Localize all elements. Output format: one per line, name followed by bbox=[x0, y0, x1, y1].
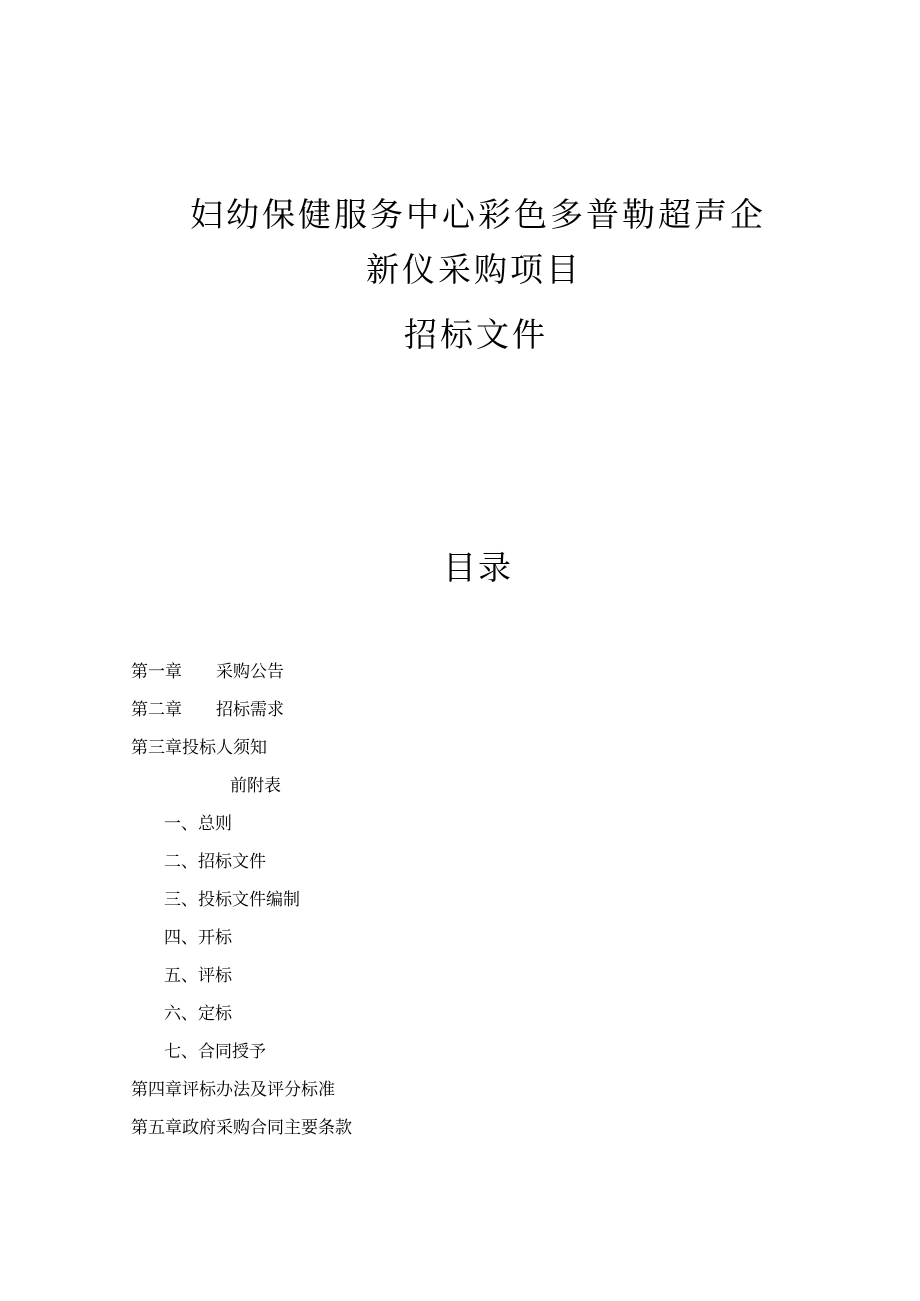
toc-item-section-4[interactable]: 四、开标 bbox=[164, 928, 232, 948]
toc-item-section-2[interactable]: 二、招标文件 bbox=[164, 852, 266, 872]
toc-item-chapter-1[interactable] bbox=[131, 661, 284, 683]
toc-item-chapter-3[interactable]: 第三章投标人须知 bbox=[131, 738, 267, 758]
document-title-line-1: 妇幼保健服务中心彩色多普勒超声企 bbox=[190, 195, 766, 234]
toc-item-chapter-5[interactable]: 第五章政府采购合同主要条款 bbox=[131, 1118, 352, 1138]
toc-chapter-number: 第一章 bbox=[131, 662, 182, 682]
toc-item-section-6[interactable]: 六、定标 bbox=[164, 1004, 232, 1024]
toc-chapter-title: 招标需求 bbox=[216, 700, 284, 720]
toc-chapter-number: 第二章 bbox=[131, 700, 182, 720]
toc-item-front-table[interactable]: 前附表 bbox=[230, 776, 281, 796]
toc-chapter-title: 采购公告 bbox=[216, 662, 284, 682]
toc-item-section-3[interactable]: 三、投标文件编制 bbox=[164, 890, 300, 910]
toc-item-chapter-4[interactable]: 第四章评标办法及评分标准 bbox=[131, 1080, 335, 1100]
toc-item-section-5[interactable]: 五、评标 bbox=[164, 966, 232, 986]
document-type-heading: 招标文件 bbox=[404, 315, 548, 354]
toc-item-chapter-2[interactable] bbox=[131, 699, 284, 721]
toc-item-section-1[interactable]: 一、总则 bbox=[164, 814, 232, 834]
document-title-line-2: 新仪采购项目 bbox=[366, 250, 582, 289]
toc-item-section-7[interactable]: 七、合同授予 bbox=[164, 1042, 266, 1062]
toc-heading: 目录 bbox=[443, 548, 513, 587]
